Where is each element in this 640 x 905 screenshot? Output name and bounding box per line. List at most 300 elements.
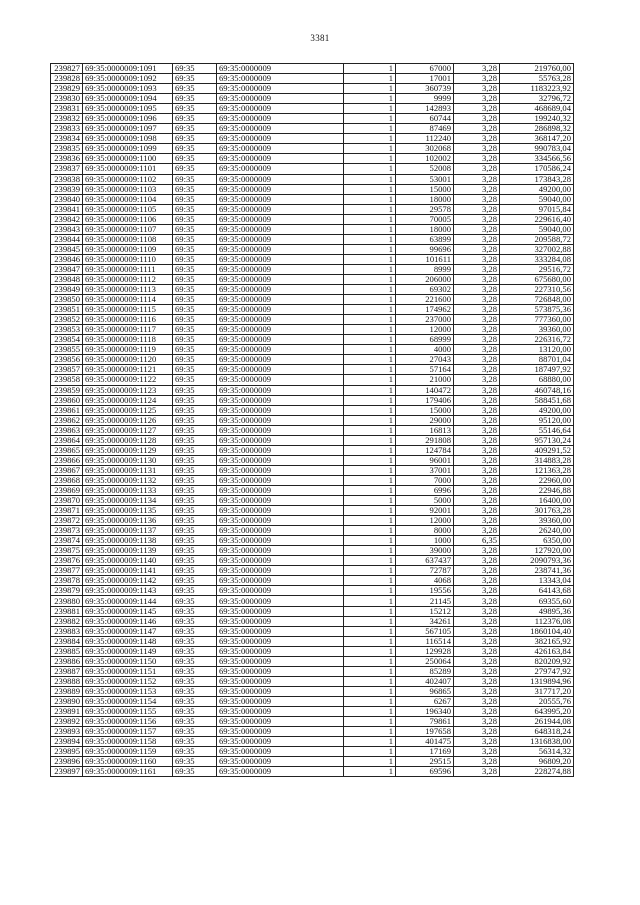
cell-area: 102002 <box>396 154 454 164</box>
cell-cost: 314883,28 <box>500 455 574 465</box>
cell-row-number: 239829 <box>51 84 83 94</box>
cell-row-number: 239854 <box>51 335 83 345</box>
cell-rate: 3,28 <box>454 74 500 84</box>
cell-quarter-number: 69:35:0000009 <box>217 516 344 526</box>
cell-quarter-number: 69:35:0000009 <box>217 124 344 134</box>
cell-cadastral-number: 69:35:0000009:1159 <box>83 747 173 757</box>
cell-quantity: 1 <box>344 586 396 596</box>
cell-quantity: 1 <box>344 315 396 325</box>
cell-row-number: 239869 <box>51 485 83 495</box>
cell-quarter-number: 69:35:0000009 <box>217 104 344 114</box>
table-row <box>51 717 574 727</box>
cell-quarter-number: 69:35:0000009 <box>217 375 344 385</box>
cell-cost: 279747,92 <box>500 666 574 676</box>
cell-cadastral-number: 69:35:0000009:1118 <box>83 335 173 345</box>
cell-row-number: 239862 <box>51 415 83 425</box>
cell-quantity: 1 <box>344 134 396 144</box>
cell-rate: 3,28 <box>454 666 500 676</box>
cell-quarter-number: 69:35:0000009 <box>217 385 344 395</box>
cell-cost: 1860104,40 <box>500 626 574 636</box>
cell-district-code: 69:35 <box>173 295 217 305</box>
cell-row-number: 239842 <box>51 214 83 224</box>
cell-quarter-number: 69:35:0000009 <box>217 194 344 204</box>
cell-area: 29515 <box>396 757 454 767</box>
cell-row-number: 239874 <box>51 536 83 546</box>
cell-area: 9999 <box>396 94 454 104</box>
cell-area: 29578 <box>396 204 454 214</box>
cell-area: 17001 <box>396 74 454 84</box>
cell-district-code: 69:35 <box>173 104 217 114</box>
cell-area: 567105 <box>396 626 454 636</box>
cell-row-number: 239866 <box>51 455 83 465</box>
table-row <box>51 475 574 485</box>
cell-row-number: 239883 <box>51 626 83 636</box>
cell-cadastral-number: 69:35:0000009:1109 <box>83 244 173 254</box>
cell-quarter-number: 69:35:0000009 <box>217 606 344 616</box>
cell-quantity: 1 <box>344 485 396 495</box>
cell-district-code: 69:35 <box>173 717 217 727</box>
cell-rate: 3,28 <box>454 264 500 274</box>
cell-rate: 3,28 <box>454 204 500 214</box>
cell-row-number: 239830 <box>51 94 83 104</box>
cell-district-code: 69:35 <box>173 124 217 134</box>
table-row <box>51 676 574 686</box>
cell-cadastral-number: 69:35:0000009:1130 <box>83 455 173 465</box>
cell-quantity: 1 <box>344 104 396 114</box>
cell-cost: 382165,92 <box>500 636 574 646</box>
cell-quantity: 1 <box>344 305 396 315</box>
cell-row-number: 239886 <box>51 656 83 666</box>
cell-district-code: 69:35 <box>173 646 217 656</box>
cell-quantity: 1 <box>344 516 396 526</box>
cell-quantity: 1 <box>344 646 396 656</box>
cell-district-code: 69:35 <box>173 325 217 335</box>
cell-district-code: 69:35 <box>173 154 217 164</box>
cell-cadastral-number: 69:35:0000009:1093 <box>83 84 173 94</box>
cell-cost: 22946,88 <box>500 485 574 495</box>
cell-cost: 59040,00 <box>500 194 574 204</box>
cell-row-number: 239867 <box>51 465 83 475</box>
cell-district-code: 69:35 <box>173 285 217 295</box>
cell-rate: 3,28 <box>454 194 500 204</box>
cell-district-code: 69:35 <box>173 64 217 74</box>
cell-district-code: 69:35 <box>173 616 217 626</box>
table-row <box>51 596 574 606</box>
cell-quarter-number: 69:35:0000009 <box>217 475 344 485</box>
cell-rate: 3,28 <box>454 526 500 536</box>
cell-quarter-number: 69:35:0000009 <box>217 204 344 214</box>
table-row <box>51 666 574 676</box>
cell-rate: 3,28 <box>454 94 500 104</box>
cell-district-code: 69:35 <box>173 234 217 244</box>
cell-cadastral-number: 69:35:0000009:1143 <box>83 586 173 596</box>
cell-cadastral-number: 69:35:0000009:1142 <box>83 576 173 586</box>
cell-cadastral-number: 69:35:0000009:1091 <box>83 64 173 74</box>
cell-district-code: 69:35 <box>173 204 217 214</box>
cell-quarter-number: 69:35:0000009 <box>217 496 344 506</box>
cell-row-number: 239885 <box>51 646 83 656</box>
cell-rate: 3,28 <box>454 355 500 365</box>
cell-rate: 3,28 <box>454 747 500 757</box>
cell-area: 4068 <box>396 576 454 586</box>
cell-quarter-number: 69:35:0000009 <box>217 707 344 717</box>
cell-rate: 3,28 <box>454 696 500 706</box>
cell-quantity: 1 <box>344 606 396 616</box>
cell-cadastral-number: 69:35:0000009:1102 <box>83 174 173 184</box>
cell-quantity: 1 <box>344 526 396 536</box>
cell-district-code: 69:35 <box>173 365 217 375</box>
cell-cadastral-number: 69:35:0000009:1098 <box>83 134 173 144</box>
table-row <box>51 556 574 566</box>
table-row <box>51 184 574 194</box>
cell-row-number: 239881 <box>51 606 83 616</box>
table-row <box>51 385 574 395</box>
page-number: 3381 <box>310 33 330 43</box>
cell-quarter-number: 69:35:0000009 <box>217 656 344 666</box>
cell-cost: 2090793,36 <box>500 556 574 566</box>
cell-rate: 3,28 <box>454 465 500 475</box>
cell-quantity: 1 <box>344 556 396 566</box>
cell-cadastral-number: 69:35:0000009:1096 <box>83 114 173 124</box>
cell-cadastral-number: 69:35:0000009:1101 <box>83 164 173 174</box>
cell-cost: 820209,92 <box>500 656 574 666</box>
cell-quantity: 1 <box>344 114 396 124</box>
cell-cadastral-number: 69:35:0000009:1128 <box>83 435 173 445</box>
cell-cost: 648318,24 <box>500 727 574 737</box>
cell-area: 101611 <box>396 254 454 264</box>
cell-area: 291808 <box>396 435 454 445</box>
cell-district-code: 69:35 <box>173 244 217 254</box>
cell-area: 196340 <box>396 707 454 717</box>
table-row <box>51 194 574 204</box>
cell-quarter-number: 69:35:0000009 <box>217 686 344 696</box>
cell-area: 27043 <box>396 355 454 365</box>
cell-quantity: 1 <box>344 194 396 204</box>
cell-district-code: 69:35 <box>173 737 217 747</box>
cell-quarter-number: 69:35:0000009 <box>217 114 344 124</box>
cell-quantity: 1 <box>344 757 396 767</box>
cell-cadastral-number: 69:35:0000009:1150 <box>83 656 173 666</box>
cell-cost: 777360,00 <box>500 315 574 325</box>
cell-rate: 3,28 <box>454 435 500 445</box>
cell-row-number: 239876 <box>51 556 83 566</box>
cell-cadastral-number: 69:35:0000009:1126 <box>83 415 173 425</box>
cell-quantity: 1 <box>344 767 396 777</box>
cell-row-number: 239831 <box>51 104 83 114</box>
table-row <box>51 204 574 214</box>
cell-quantity: 1 <box>344 385 396 395</box>
cell-rate: 3,28 <box>454 606 500 616</box>
cell-area: 87469 <box>396 124 454 134</box>
table-row <box>51 506 574 516</box>
cell-cost: 49200,00 <box>500 184 574 194</box>
cell-district-code: 69:35 <box>173 556 217 566</box>
cell-cost: 97015,84 <box>500 204 574 214</box>
cell-rate: 3,28 <box>454 485 500 495</box>
cell-cost: 573875,36 <box>500 305 574 315</box>
cell-cadastral-number: 69:35:0000009:1119 <box>83 345 173 355</box>
cell-quarter-number: 69:35:0000009 <box>217 295 344 305</box>
cell-quarter-number: 69:35:0000009 <box>217 676 344 686</box>
cell-cost: 226316,72 <box>500 335 574 345</box>
table-row <box>51 64 574 74</box>
cell-area: 302068 <box>396 144 454 154</box>
cell-quantity: 1 <box>344 626 396 636</box>
cell-quantity: 1 <box>344 365 396 375</box>
cell-area: 6267 <box>396 696 454 706</box>
cell-quantity: 1 <box>344 496 396 506</box>
cell-district-code: 69:35 <box>173 636 217 646</box>
cell-quarter-number: 69:35:0000009 <box>217 435 344 445</box>
cell-district-code: 69:35 <box>173 335 217 345</box>
cell-quarter-number: 69:35:0000009 <box>217 616 344 626</box>
cell-area: 19556 <box>396 586 454 596</box>
cell-quarter-number: 69:35:0000009 <box>217 285 344 295</box>
cell-quarter-number: 69:35:0000009 <box>217 666 344 676</box>
cell-area: 112240 <box>396 134 454 144</box>
cell-quantity: 1 <box>344 696 396 706</box>
cell-district-code: 69:35 <box>173 305 217 315</box>
cell-row-number: 239896 <box>51 757 83 767</box>
cell-area: 57164 <box>396 365 454 375</box>
cell-rate: 3,28 <box>454 686 500 696</box>
cell-cadastral-number: 69:35:0000009:1112 <box>83 274 173 284</box>
cell-cost: 301763,28 <box>500 506 574 516</box>
cell-cadastral-number: 69:35:0000009:1137 <box>83 526 173 536</box>
table-row <box>51 214 574 224</box>
cell-cost: 675680,00 <box>500 274 574 284</box>
cell-quarter-number: 69:35:0000009 <box>217 174 344 184</box>
cell-cadastral-number: 69:35:0000009:1094 <box>83 94 173 104</box>
cell-cost: 49200,00 <box>500 405 574 415</box>
cell-cadastral-number: 69:35:0000009:1144 <box>83 596 173 606</box>
cell-cadastral-number: 69:35:0000009:1100 <box>83 154 173 164</box>
cell-rate: 3,28 <box>454 274 500 284</box>
cell-district-code: 69:35 <box>173 274 217 284</box>
cell-district-code: 69:35 <box>173 475 217 485</box>
cell-quarter-number: 69:35:0000009 <box>217 646 344 656</box>
table-row <box>51 315 574 325</box>
cell-area: 12000 <box>396 516 454 526</box>
cell-quantity: 1 <box>344 154 396 164</box>
cell-cost: 26240,00 <box>500 526 574 536</box>
table-row <box>51 616 574 626</box>
cell-district-code: 69:35 <box>173 767 217 777</box>
cell-quantity: 1 <box>344 204 396 214</box>
cell-quantity: 1 <box>344 274 396 284</box>
cell-area: 7000 <box>396 475 454 485</box>
cell-cost: 219760,00 <box>500 64 574 74</box>
cell-quantity: 1 <box>344 144 396 154</box>
cell-cadastral-number: 69:35:0000009:1117 <box>83 325 173 335</box>
table-row <box>51 405 574 415</box>
cell-district-code: 69:35 <box>173 606 217 616</box>
cell-area: 174962 <box>396 305 454 315</box>
cell-cadastral-number: 69:35:0000009:1127 <box>83 425 173 435</box>
cell-cost: 588451,68 <box>500 395 574 405</box>
cell-cost: 227310,56 <box>500 285 574 295</box>
table-row <box>51 546 574 556</box>
cell-cost: 187497,92 <box>500 365 574 375</box>
cell-cost: 55763,28 <box>500 74 574 84</box>
cell-cost: 20555,76 <box>500 696 574 706</box>
cell-cost: 1183223,92 <box>500 84 574 94</box>
cell-rate: 3,28 <box>454 104 500 114</box>
cell-cadastral-number: 69:35:0000009:1122 <box>83 375 173 385</box>
table-row <box>51 305 574 315</box>
table-row <box>51 576 574 586</box>
cell-cost: 112376,08 <box>500 616 574 626</box>
cell-quarter-number: 69:35:0000009 <box>217 727 344 737</box>
cell-district-code: 69:35 <box>173 566 217 576</box>
cell-rate: 3,28 <box>454 164 500 174</box>
cell-row-number: 239871 <box>51 506 83 516</box>
cell-cost: 1316838,00 <box>500 737 574 747</box>
cell-cadastral-number: 69:35:0000009:1113 <box>83 285 173 295</box>
cell-area: 129928 <box>396 646 454 656</box>
cell-rate: 3,28 <box>454 737 500 747</box>
cell-quantity: 1 <box>344 224 396 234</box>
cell-district-code: 69:35 <box>173 184 217 194</box>
cell-quarter-number: 69:35:0000009 <box>217 244 344 254</box>
table-row <box>51 144 574 154</box>
cell-rate: 3,28 <box>454 224 500 234</box>
cell-quarter-number: 69:35:0000009 <box>217 224 344 234</box>
cell-quantity: 1 <box>344 707 396 717</box>
cell-row-number: 239892 <box>51 717 83 727</box>
cell-row-number: 239894 <box>51 737 83 747</box>
cell-district-code: 69:35 <box>173 727 217 737</box>
cell-quarter-number: 69:35:0000009 <box>217 134 344 144</box>
cell-cost: 333284,08 <box>500 254 574 264</box>
cell-rate: 3,28 <box>454 114 500 124</box>
cell-district-code: 69:35 <box>173 174 217 184</box>
cell-quantity: 1 <box>344 345 396 355</box>
cell-cadastral-number: 69:35:0000009:1115 <box>83 305 173 315</box>
table-row <box>51 375 574 385</box>
cell-district-code: 69:35 <box>173 134 217 144</box>
cell-row-number: 239860 <box>51 395 83 405</box>
cell-district-code: 69:35 <box>173 144 217 154</box>
cell-quarter-number: 69:35:0000009 <box>217 405 344 415</box>
cell-district-code: 69:35 <box>173 355 217 365</box>
cell-quarter-number: 69:35:0000009 <box>217 415 344 425</box>
cell-area: 8000 <box>396 526 454 536</box>
table-row <box>51 626 574 636</box>
cell-cadastral-number: 69:35:0000009:1110 <box>83 254 173 264</box>
cell-quantity: 1 <box>344 656 396 666</box>
cell-cadastral-number: 69:35:0000009:1125 <box>83 405 173 415</box>
cell-rate: 3,28 <box>454 757 500 767</box>
table-row <box>51 516 574 526</box>
table-row <box>51 445 574 455</box>
table-row <box>51 345 574 355</box>
cell-row-number: 239895 <box>51 747 83 757</box>
cell-area: 99696 <box>396 244 454 254</box>
cell-row-number: 239827 <box>51 64 83 74</box>
cell-row-number: 239852 <box>51 315 83 325</box>
cell-row-number: 239836 <box>51 154 83 164</box>
table-row <box>51 586 574 596</box>
cell-quarter-number: 69:35:0000009 <box>217 234 344 244</box>
cell-cadastral-number: 69:35:0000009:1138 <box>83 536 173 546</box>
cell-rate: 3,28 <box>454 546 500 556</box>
cell-cadastral-number: 69:35:0000009:1097 <box>83 124 173 134</box>
cell-rate: 3,28 <box>454 315 500 325</box>
cell-row-number: 239832 <box>51 114 83 124</box>
cell-quarter-number: 69:35:0000009 <box>217 305 344 315</box>
cell-area: 140472 <box>396 385 454 395</box>
cell-district-code: 69:35 <box>173 757 217 767</box>
cell-quarter-number: 69:35:0000009 <box>217 767 344 777</box>
cell-row-number: 239847 <box>51 264 83 274</box>
cell-cost: 121363,28 <box>500 465 574 475</box>
cell-quantity: 1 <box>344 325 396 335</box>
cell-quarter-number: 69:35:0000009 <box>217 345 344 355</box>
table-row <box>51 646 574 656</box>
cell-cost: 238741,36 <box>500 566 574 576</box>
cell-quantity: 1 <box>344 94 396 104</box>
cell-cost: 29516,72 <box>500 264 574 274</box>
cell-row-number: 239861 <box>51 405 83 415</box>
cell-area: 63899 <box>396 234 454 244</box>
cell-area: 69596 <box>396 767 454 777</box>
cell-area: 69302 <box>396 285 454 295</box>
cell-area: 197658 <box>396 727 454 737</box>
cell-row-number: 239846 <box>51 254 83 264</box>
cell-cost: 261944,08 <box>500 717 574 727</box>
cell-rate: 3,28 <box>454 576 500 586</box>
cell-cost: 170586,24 <box>500 164 574 174</box>
table-row <box>51 264 574 274</box>
cell-cost: 286898,32 <box>500 124 574 134</box>
cell-district-code: 69:35 <box>173 516 217 526</box>
cell-rate: 3,28 <box>454 214 500 224</box>
cell-cadastral-number: 69:35:0000009:1124 <box>83 395 173 405</box>
cell-quantity: 1 <box>344 335 396 345</box>
cell-quarter-number: 69:35:0000009 <box>217 717 344 727</box>
cell-row-number: 239853 <box>51 325 83 335</box>
cell-cadastral-number: 69:35:0000009:1152 <box>83 676 173 686</box>
cell-district-code: 69:35 <box>173 345 217 355</box>
cell-district-code: 69:35 <box>173 214 217 224</box>
cell-quantity: 1 <box>344 164 396 174</box>
cell-quarter-number: 69:35:0000009 <box>217 365 344 375</box>
cell-quarter-number: 69:35:0000009 <box>217 445 344 455</box>
table-row <box>51 254 574 264</box>
cell-quantity: 1 <box>344 566 396 576</box>
cell-cadastral-number: 69:35:0000009:1148 <box>83 636 173 646</box>
cell-rate: 3,28 <box>454 646 500 656</box>
cell-row-number: 239828 <box>51 74 83 84</box>
cell-rate: 3,28 <box>454 325 500 335</box>
cell-quarter-number: 69:35:0000009 <box>217 425 344 435</box>
cell-rate: 3,28 <box>454 707 500 717</box>
cell-quantity: 1 <box>344 74 396 84</box>
cell-cost: 173843,28 <box>500 174 574 184</box>
cell-cost: 95120,00 <box>500 415 574 425</box>
table-row <box>51 114 574 124</box>
cell-area: 6996 <box>396 485 454 495</box>
cell-row-number: 239839 <box>51 184 83 194</box>
table-row <box>51 696 574 706</box>
cell-area: 12000 <box>396 325 454 335</box>
cell-rate: 3,28 <box>454 124 500 134</box>
cell-cadastral-number: 69:35:0000009:1133 <box>83 485 173 495</box>
cell-cost: 56314,32 <box>500 747 574 757</box>
cell-rate: 3,28 <box>454 586 500 596</box>
table-row <box>51 747 574 757</box>
